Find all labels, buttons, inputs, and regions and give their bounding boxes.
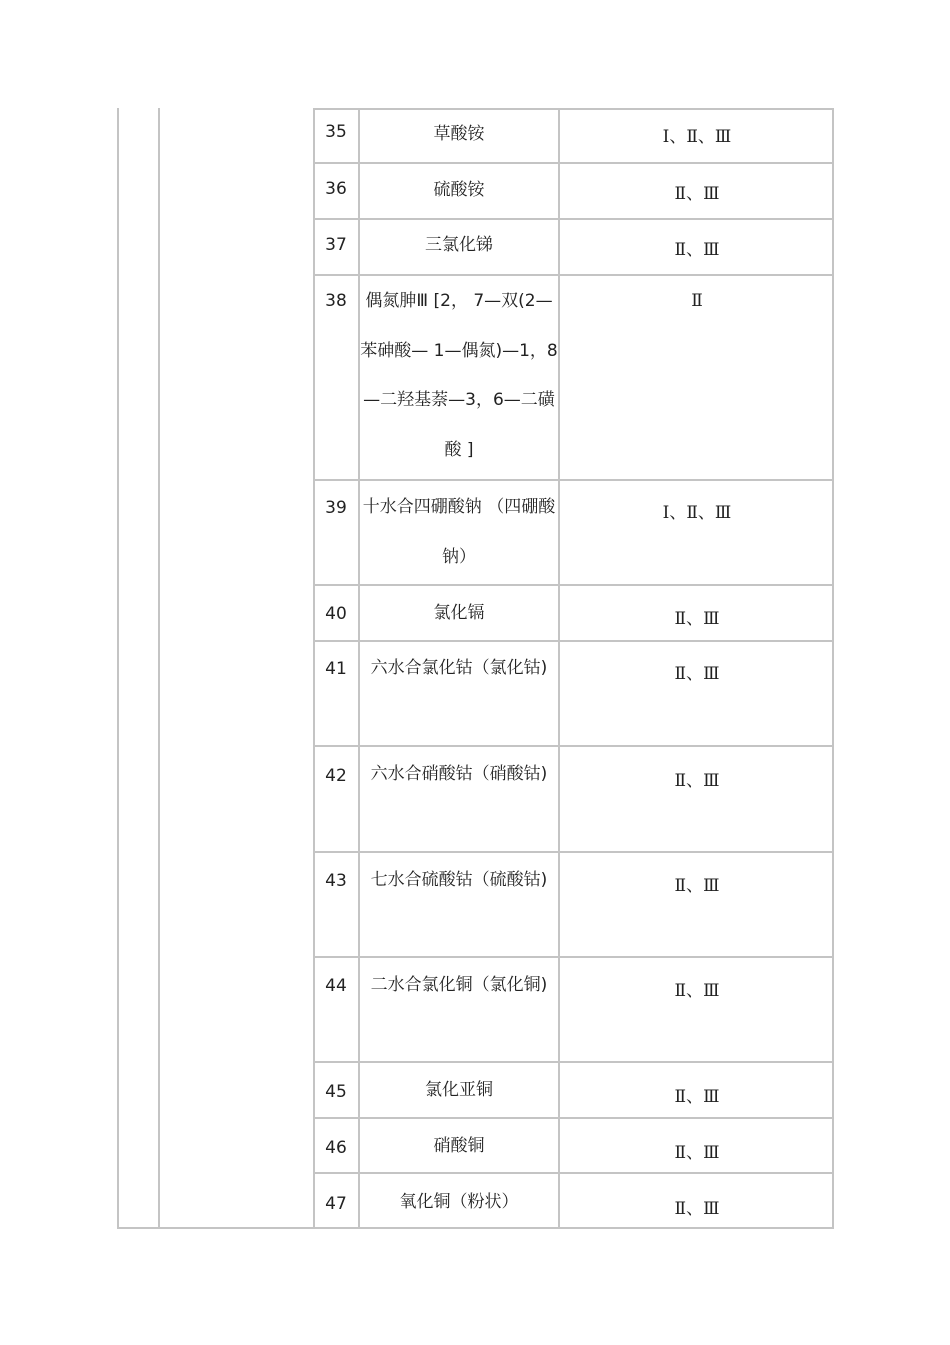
column-divider xyxy=(158,108,160,1229)
class-value: Ⅱ、Ⅲ xyxy=(674,664,720,684)
row-divider xyxy=(313,956,834,958)
row-number: 38 xyxy=(325,291,347,311)
row-divider xyxy=(313,162,834,164)
class-value: Ⅱ、Ⅲ xyxy=(674,1087,720,1107)
row-number: 37 xyxy=(325,235,347,255)
row-number: 47 xyxy=(325,1194,347,1214)
class-value: Ⅱ、Ⅲ xyxy=(674,771,720,791)
row-number: 41 xyxy=(325,659,347,679)
class-value: Ⅱ、Ⅲ xyxy=(674,981,720,1001)
row-divider xyxy=(313,745,834,747)
class-value: Ⅱ、Ⅲ xyxy=(674,240,720,260)
chemical-name: 偶氮胂Ⅲ [2， 7—双(2—苯砷酸— 1—偶氮)—1，8—二羟基萘—3，6—二磺酸 ] xyxy=(360,291,558,460)
row-divider xyxy=(313,1061,834,1063)
row-number: 35 xyxy=(325,122,347,142)
class-value: Ⅱ、Ⅲ xyxy=(674,184,720,204)
row-divider xyxy=(313,640,834,642)
row-divider xyxy=(313,1117,834,1119)
class-value: Ⅰ、Ⅱ、Ⅲ xyxy=(662,127,732,147)
chemical-name: 草酸铵 xyxy=(433,124,485,144)
chemical-table xyxy=(117,108,834,1229)
chemical-name: 六水合氯化钴（氯化钴) xyxy=(370,658,548,678)
row-divider xyxy=(313,274,834,276)
chemical-name: 氧化铜（粉状） xyxy=(399,1192,519,1212)
class-value: Ⅰ、Ⅱ、Ⅲ xyxy=(662,503,732,523)
class-value: Ⅱ、Ⅲ xyxy=(674,1143,720,1163)
chemical-name: 十水合四硼酸钠 （四硼酸钠） xyxy=(362,497,556,567)
table-border-left xyxy=(117,108,119,1229)
row-divider xyxy=(313,479,834,481)
row-number: 39 xyxy=(325,498,347,518)
row-number: 44 xyxy=(325,976,347,996)
chemical-name: 七水合硫酸钴（硫酸钴) xyxy=(370,870,548,890)
chemical-name: 六水合硝酸钴（硝酸钴) xyxy=(370,764,548,784)
class-value: Ⅱ、Ⅲ xyxy=(674,1199,720,1219)
row-number: 40 xyxy=(325,604,347,624)
class-value: Ⅱ、Ⅲ xyxy=(674,876,720,896)
class-value: Ⅱ xyxy=(691,291,703,311)
chemical-name: 氯化亚铜 xyxy=(425,1080,493,1100)
row-divider xyxy=(313,218,834,220)
row-number: 46 xyxy=(325,1138,347,1158)
chemical-name: 三氯化锑 xyxy=(425,235,493,255)
row-divider xyxy=(313,851,834,853)
row-number: 36 xyxy=(325,179,347,199)
chemical-name: 二水合氯化铜（氯化铜) xyxy=(370,975,548,995)
row-number: 42 xyxy=(325,766,347,786)
row-divider xyxy=(313,584,834,586)
chemical-name: 氯化镉 xyxy=(433,603,485,623)
chemical-name: 硫酸铵 xyxy=(433,180,485,200)
row-divider xyxy=(313,1172,834,1174)
chemical-name: 硝酸铜 xyxy=(433,1136,485,1156)
class-value: Ⅱ、Ⅲ xyxy=(674,609,720,629)
row-number: 45 xyxy=(325,1082,347,1102)
row-number: 43 xyxy=(325,871,347,891)
